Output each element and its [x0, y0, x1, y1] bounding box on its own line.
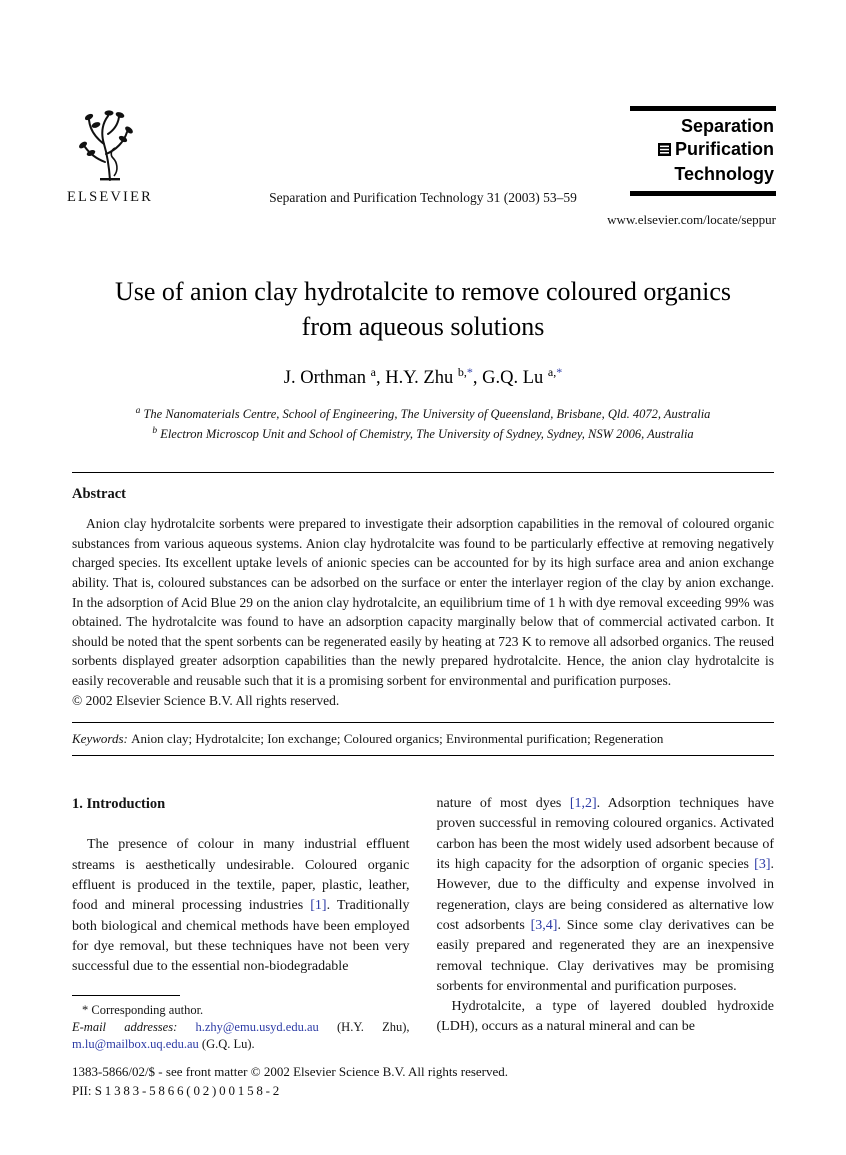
affiliation-b: $^b$ Electron Microscop Unit and School of Chemistry, The University of Sydney, Sydney, NSW 2006, Australia [152, 426, 694, 442]
pii-code: S1383-5866(02)00158-2 [94, 1083, 283, 1098]
corresponding-author-note: * Corresponding author. [82, 1002, 204, 1017]
pii-label: PII: [72, 1083, 95, 1098]
journal-url-link[interactable]: www.elsevier.com/locate/seppur [607, 212, 776, 227]
corresponding-author-star-zhu[interactable]: * [466, 365, 473, 380]
citation-link-3[interactable]: [3] [754, 857, 771, 873]
email-link-zhu[interactable]: h.zhy@emu.usyd.edu.au [195, 1019, 319, 1034]
logo-line-separation: Separation [680, 116, 774, 136]
email-addresses: E-mail addresses: h.zhy@emu.usyd.edu.au (H.Y. Zhu), m.lu@mailbox.uq.edu.au (G.Q. Lu). [72, 1019, 410, 1052]
keywords-label: Keywords: [72, 731, 132, 747]
keywords-top-rule [72, 722, 774, 723]
hydrotalcite-paragraph: Hydrotalcite, a type of layered doubled hydroxide (LDH), occurs as a natural mineral and can be [436, 999, 774, 1035]
keywords-text: Anion clay; Hydrotalcite; Ion exchange; Coloured organics; Environmental purification; Regeneration [131, 731, 664, 747]
affiliations [72, 404, 774, 444]
abstract-heading: Abstract [72, 486, 126, 503]
abstract-top-rule [72, 472, 774, 473]
citation-link-1[interactable]: [1] [310, 898, 327, 914]
footnote-rule [72, 995, 180, 996]
abstract-copyright: © 2002 Elsevier Science B.V. All rights reserved. [72, 692, 340, 708]
journal-citation: Separation and Purification Technology 31 (2003) 53–59 [269, 190, 577, 205]
journal-logo-icon [658, 139, 671, 162]
intro-paragraph-left: The presence of colour in many industrial effluent streams is aesthetically undesirable. Coloured organic effluent is produced in the textile, paper, plastic, leather, food and mineral processing industries [1]. Traditionally both biological and chemical methods have been employed for dye removal, but these techniques have not been very successful due to the essential non-biodegradable [72, 837, 410, 975]
keywords-bottom-rule [72, 755, 774, 756]
affiliation-a: $^a$ The Nanomaterials Centre, School of Engineering, The University of Queensland, Brisbane, Qld. 4072, Australia [135, 406, 711, 422]
article-title: Use of anion clay hydrotalcite to remove coloured organics from aqueous solutions [114, 277, 732, 342]
footer-pii-line [72, 1081, 508, 1100]
keywords-line [72, 731, 774, 747]
logo-line-purification: Purification [630, 138, 774, 162]
footer-issn-line: 1383-5866/02/$ - see front matter © 2002 Elsevier Science B.V. All rights reserved. [72, 1064, 509, 1079]
logo-line-technology: Technology [674, 163, 774, 184]
body-columns [72, 794, 774, 1054]
citation-link-3-4[interactable]: [3,4] [530, 917, 558, 933]
footnote [72, 995, 410, 1054]
abstract-body: Anion clay hydrotalcite sorbents were prepared to investigate their adsorption capabilities in the removal of coloured organic substances from various aqueous systems. Anion clay hydrotalcite was found to be particularly effective at removing negatively charged species. Its excellent uptake levels of anionic species can be accounted for by its high surface area and anion exchange ability. That is, coloured substances can be adsorbed on the surface or enter the interlayer region of the clay by anion exchange. In the adsorption of Acid Blue 29 on the anion clay hydrotalcite, an equilibrium time of 1 h with dye removal exceeding 99% was obtained. The hydrotalcite was found to have an adsorption capacity marginally below that of commercial activated carbon. It should be noted that the spent sorbents can be regenerated easily by heating at 723 K to remove all adsorbed organics. The reused sorbents displayed greater adsorption capabilities than the newly prepared hydrotalcite. Hence, the anion clay hydrotalcite is easily recoverable and reusable such that it is a promising sorbent for environmental and purification purposes. [72, 516, 774, 688]
citation-link-1-2[interactable]: [1,2] [569, 796, 597, 812]
intro-paragraph-right: nature of most dyes [1,2]. Adsorption techniques have proven successful in removing coloured organics. Activated carbon has been the most widely used adsorbent because of its high capacity for the adsorption of organic species [3]. However, due to the difficulty and expense involved in regeneration, clays are being considered as alternative low cost adsorbents [3,4]. Since some clay derivatives can be easily prepared and regenerated they are an inexpensive removal technique. Clay derivatives may be promising sorbents for environmental and purification purposes. [436, 796, 774, 994]
email-link-lu[interactable]: m.lu@mailbox.uq.edu.au [72, 1037, 199, 1052]
elsevier-wordmark: ELSEVIER [66, 189, 154, 205]
right-column [437, 794, 775, 1054]
page-footer [72, 1062, 508, 1100]
journal-logo [630, 106, 776, 196]
section-heading-introduction: 1. Introduction [72, 796, 166, 813]
left-column [72, 794, 410, 1054]
masthead [0, 0, 846, 238]
corresponding-author-star-lu[interactable]: * [556, 365, 563, 380]
authors-line: J. Orthman $^a$, H.Y. Zhu $^{b,*}$, G.Q. Lu $^{a,*}$ [283, 365, 563, 389]
elsevier-tree-icon [66, 104, 154, 182]
logo-bottom-bar [630, 191, 776, 196]
